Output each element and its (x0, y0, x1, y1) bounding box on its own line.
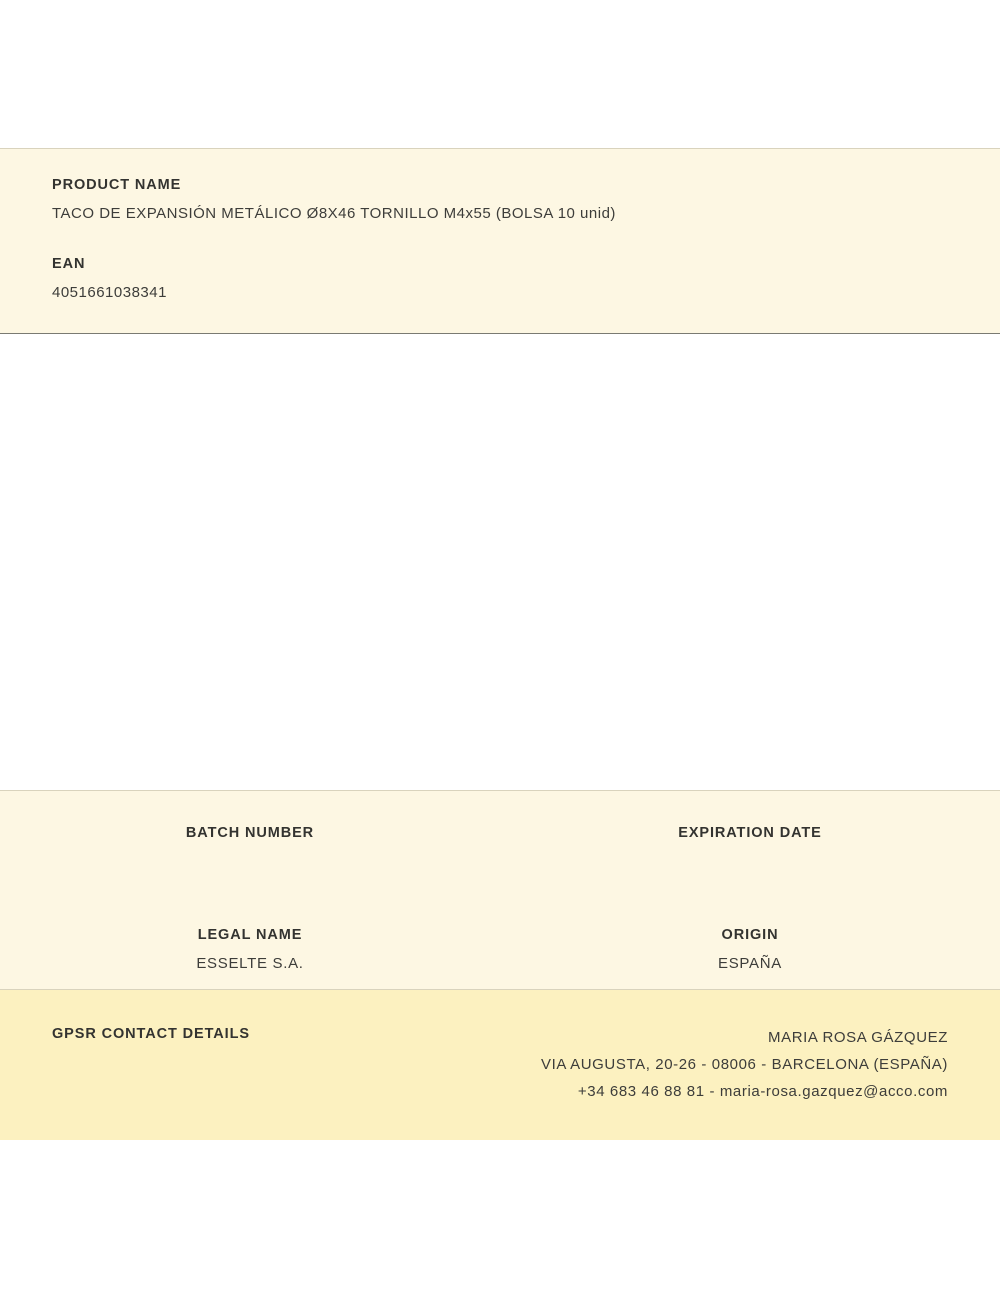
gpsr-contact-panel (0, 990, 1000, 1140)
legal-name-value: ESSELTE S.A. (196, 955, 304, 972)
product-name-label: PRODUCT NAME (52, 177, 182, 193)
legal-name-cell (0, 927, 500, 973)
footer-blank-area (0, 1140, 1000, 1300)
gpsr-contact-details (541, 1024, 948, 1105)
gpsr-contact-phone-email: +34 683 46 88 81 - maria-rosa.gazquez@acco.com (577, 1083, 948, 1100)
ean-label: EAN (52, 256, 86, 272)
product-name-value: TACO DE EXPANSIÓN METÁLICO Ø8X46 TORNILLO M4x55 (BOLSA 10 unid) (52, 205, 616, 222)
batch-row-top (0, 791, 1000, 871)
expiration-date-cell (500, 825, 1000, 871)
blank-content-area (0, 334, 1000, 790)
batch-number-cell (0, 825, 500, 871)
batch-number-value (0, 853, 500, 871)
expiration-date-label: EXPIRATION DATE (678, 825, 822, 841)
origin-label: ORIGIN (721, 927, 779, 943)
ean-value: 4051661038341 (52, 284, 167, 301)
batch-row-bottom (0, 871, 1000, 973)
gpsr-contact-address: VIA AUGUSTA, 20-26 - 08006 - BARCELONA (ESPAÑA) (541, 1056, 948, 1073)
gpsr-contact-name: MARIA ROSA GÁZQUEZ (768, 1029, 948, 1046)
batch-number-label: BATCH NUMBER (185, 825, 315, 841)
expiration-date-value (500, 853, 1000, 871)
origin-cell (500, 927, 1000, 973)
gpsr-contact-label: GPSR CONTACT DETAILS (52, 1026, 250, 1042)
product-identification-panel (0, 148, 1000, 334)
batch-legal-panel (0, 790, 1000, 990)
origin-value: ESPAÑA (718, 955, 782, 972)
spacer (52, 222, 948, 256)
legal-name-label: LEGAL NAME (197, 927, 303, 943)
